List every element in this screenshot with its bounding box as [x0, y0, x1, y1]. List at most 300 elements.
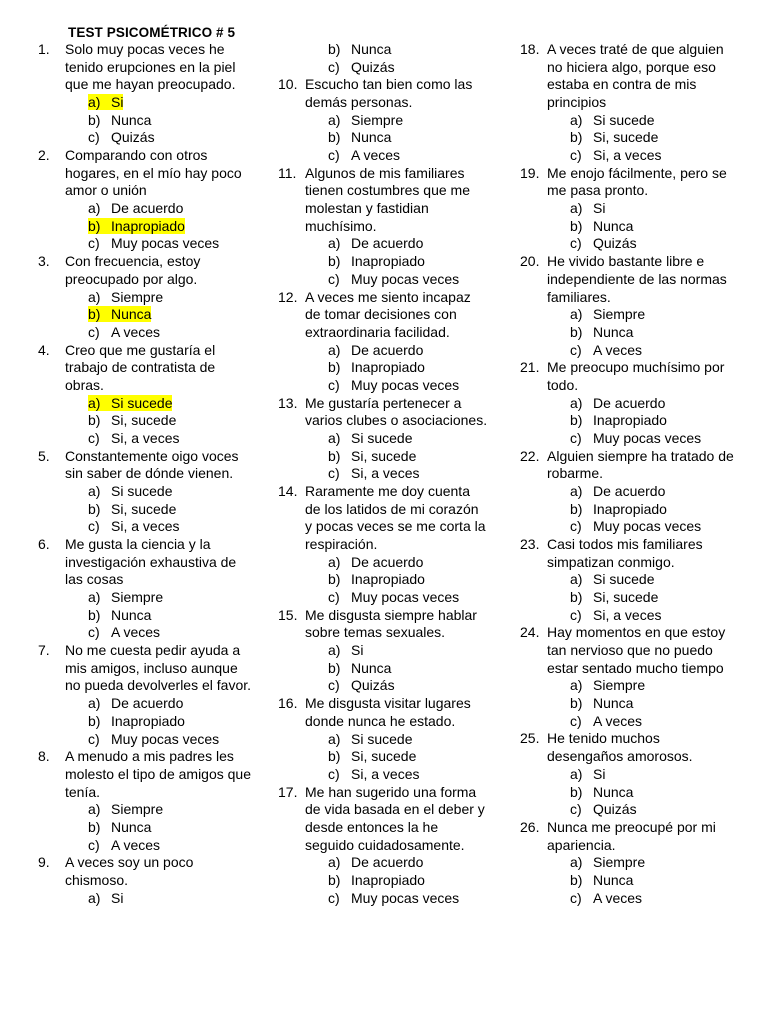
option-letter: a): [328, 553, 341, 570]
option-content: [570, 784, 633, 800]
option-content: [328, 731, 412, 747]
answer-option[interactable]: [570, 695, 740, 713]
option-letter: a): [570, 677, 583, 694]
option-content: [570, 801, 637, 817]
option-content: [88, 890, 123, 906]
option-text: Siempre: [111, 589, 164, 606]
answer-option[interactable]: [88, 837, 256, 855]
option-text: Quizás: [593, 801, 637, 818]
answer-option[interactable]: [328, 571, 488, 589]
option-text: Muy pocas veces: [351, 589, 460, 606]
option-text: Si sucede: [351, 730, 413, 747]
option-text: A veces: [111, 323, 161, 340]
answer-option[interactable]: [328, 342, 488, 360]
option-text: Nunca: [351, 129, 392, 146]
answer-option[interactable]: [88, 94, 256, 112]
option-text: Nunca: [593, 695, 634, 712]
question-number: 15.: [278, 606, 298, 623]
answer-option[interactable]: [88, 801, 256, 819]
option-text: De acuerdo: [111, 200, 184, 217]
option-text: Siempre: [593, 854, 646, 871]
option-text: Muy pocas veces: [351, 376, 460, 393]
option-letter: c): [570, 889, 582, 906]
option-text: Quizás: [351, 58, 395, 75]
option-content: [88, 430, 179, 446]
question-item: [520, 165, 740, 253]
option-letter: c): [88, 518, 100, 535]
question-text: Me disgusta visitar lugares donde nunca he estado.: [305, 695, 471, 729]
question-number: 9.: [38, 854, 50, 871]
option-content: [88, 324, 160, 340]
option-text: Nunca: [593, 783, 634, 800]
answer-option[interactable]: [570, 306, 740, 324]
option-text: Nunca: [351, 659, 392, 676]
question-number: 21.: [520, 359, 540, 376]
option-content: [88, 200, 183, 216]
option-letter: b): [88, 111, 101, 128]
option-text: Si, a veces: [351, 465, 420, 482]
question-text: Hay momentos en que estoy tan nervioso que no puedo estar sentado mucho tiempo: [547, 624, 726, 676]
question-text: A menudo a mis padres les molesto el tipo de amigos que tenía.: [65, 748, 251, 800]
option-letter: b): [328, 748, 341, 765]
option-letter: a): [88, 94, 101, 111]
option-letter: c): [570, 235, 582, 252]
answer-option[interactable]: [328, 59, 488, 77]
option-content: [570, 607, 661, 623]
question-item: [278, 289, 488, 395]
answer-option[interactable]: [88, 129, 256, 147]
question-text: Me gusta la ciencia y la investigación exhaustiva de las cosas: [65, 536, 237, 588]
option-content: [328, 872, 425, 888]
answer-option[interactable]: [88, 624, 256, 642]
answer-option[interactable]: [570, 518, 740, 536]
answer-option[interactable]: [570, 129, 740, 147]
answer-option[interactable]: [328, 465, 488, 483]
option-content: [570, 713, 642, 729]
answer-option[interactable]: [88, 819, 256, 837]
option-text: Nunca: [593, 323, 634, 340]
option-content: [88, 518, 179, 534]
answer-option[interactable]: [328, 430, 488, 448]
question-item: [38, 448, 256, 536]
option-content: [328, 342, 423, 358]
option-letter: c): [570, 341, 582, 358]
option-content: [570, 306, 645, 322]
option-text: Si, sucede: [593, 589, 659, 606]
answer-option[interactable]: [328, 554, 488, 572]
option-text: Inapropiado: [351, 359, 425, 376]
question-text: He tenido muchos desengaños amorosos.: [547, 730, 693, 765]
question-number: 1.: [38, 41, 50, 57]
question-number: 26.: [520, 818, 540, 835]
option-text: A veces: [351, 147, 401, 164]
question-number: 8.: [38, 748, 50, 765]
option-letter: a): [328, 642, 341, 659]
option-content: [88, 837, 160, 853]
option-letter: b): [88, 306, 101, 323]
answer-option[interactable]: [570, 218, 740, 236]
option-content: [328, 271, 459, 287]
option-letter: b): [328, 253, 341, 270]
question-item: [38, 854, 256, 907]
option-text: Inapropiado: [351, 871, 425, 888]
question-item: [278, 41, 488, 76]
answer-option[interactable]: [328, 41, 488, 59]
question-text: Constantemente oigo voces sin saber de dónde vienen.: [65, 447, 239, 482]
question-text: Alguien siempre ha tratado de robarme.: [547, 447, 734, 482]
answer-option[interactable]: [328, 766, 488, 784]
option-letter: b): [328, 129, 341, 146]
option-text: Inapropiado: [351, 571, 425, 588]
option-text: A veces: [593, 712, 643, 729]
question-number: 23.: [520, 536, 540, 553]
answer-option[interactable]: [570, 854, 740, 872]
page-title: TEST PSICOMÉTRICO # 5: [68, 25, 236, 40]
option-text: Nunca: [111, 111, 152, 128]
answer-option[interactable]: [328, 660, 488, 678]
option-content: [328, 129, 391, 145]
answer-option[interactable]: [88, 731, 256, 749]
option-content: [570, 766, 605, 782]
option-text: Inapropiado: [111, 217, 185, 234]
answer-option[interactable]: [570, 607, 740, 625]
question-number: 22.: [520, 447, 540, 464]
question-text: A veces traté de que alguien no hiciera algo, porque eso estaba en contra de mis principios: [547, 41, 724, 111]
answer-option[interactable]: [570, 571, 740, 589]
question-item: [520, 536, 740, 624]
option-text: A veces: [111, 624, 161, 641]
option-content: [328, 766, 419, 782]
question-number: 5.: [38, 447, 50, 464]
option-letter: b): [570, 500, 583, 517]
option-text: Nunca: [593, 871, 634, 888]
answer-option[interactable]: [328, 112, 488, 130]
question-number: 20.: [520, 253, 540, 270]
highlight-mark: [88, 306, 151, 322]
option-content: [570, 200, 605, 216]
option-letter: c): [570, 429, 582, 446]
option-content: [88, 607, 151, 623]
answer-option[interactable]: [88, 306, 256, 324]
question-item: [278, 165, 488, 289]
answer-option[interactable]: [88, 890, 256, 908]
answer-option[interactable]: [570, 412, 740, 430]
question-number: 18.: [520, 41, 540, 57]
answer-option[interactable]: [570, 112, 740, 130]
option-content: [570, 395, 665, 411]
answer-option[interactable]: [328, 731, 488, 749]
option-letter: a): [88, 288, 101, 305]
option-text: Si sucede: [593, 111, 655, 128]
option-text: Siempre: [593, 306, 646, 323]
option-letter: b): [328, 659, 341, 676]
option-content: [88, 801, 163, 817]
option-letter: c): [328, 765, 340, 782]
question-text: Solo muy pocas veces he tenido erupciones en la piel que me hayan preocupado.: [65, 41, 236, 93]
option-content: [88, 412, 176, 428]
answer-option[interactable]: [570, 713, 740, 731]
answer-option[interactable]: [570, 677, 740, 695]
option-letter: c): [328, 889, 340, 906]
answer-option[interactable]: [328, 642, 488, 660]
option-content: [88, 289, 163, 305]
question-item: [520, 253, 740, 359]
option-content: [570, 412, 667, 428]
answer-option[interactable]: [570, 342, 740, 360]
option-text: Si sucede: [593, 571, 655, 588]
option-content: [328, 890, 459, 906]
option-content: [88, 731, 219, 747]
option-content: [328, 359, 425, 375]
answer-option[interactable]: [328, 235, 488, 253]
option-letter: c): [570, 606, 582, 623]
question-text: Comparando con otros hogares, en el mío hay poco amor o unión: [65, 147, 242, 199]
answer-option[interactable]: [88, 218, 256, 236]
question-text: Me enojo fácilmente, pero se me pasa pronto.: [547, 164, 727, 199]
option-content: [570, 695, 633, 711]
option-letter: c): [328, 677, 340, 694]
option-letter: b): [570, 871, 583, 888]
option-letter: c): [570, 147, 582, 164]
question-item: [38, 253, 256, 341]
answer-option[interactable]: [570, 235, 740, 253]
question-number: 13.: [278, 394, 298, 411]
answer-option[interactable]: [88, 324, 256, 342]
option-text: De acuerdo: [351, 235, 424, 252]
option-letter: b): [328, 447, 341, 464]
option-text: Muy pocas veces: [351, 270, 460, 287]
question-item: [278, 784, 488, 908]
option-letter: b): [570, 323, 583, 340]
question-item: [278, 76, 488, 164]
answer-option[interactable]: [88, 395, 256, 413]
option-content: [88, 501, 176, 517]
option-text: Si, a veces: [351, 765, 420, 782]
option-content: [328, 748, 416, 764]
option-text: Nunca: [111, 306, 152, 323]
option-letter: b): [328, 41, 341, 57]
option-content: [328, 465, 419, 481]
option-text: De acuerdo: [351, 854, 424, 871]
option-text: Inapropiado: [351, 253, 425, 270]
option-content: [328, 854, 423, 870]
question-item: [278, 483, 488, 607]
option-letter: b): [570, 589, 583, 606]
answer-option[interactable]: [328, 129, 488, 147]
answer-option[interactable]: [328, 147, 488, 165]
answer-option[interactable]: [328, 271, 488, 289]
answer-option[interactable]: [88, 607, 256, 625]
option-letter: c): [328, 589, 340, 606]
question-text: Me han sugerido una forma de vida basada en el deber y desde entonces la he seguido cuidadosamente.: [305, 783, 485, 853]
option-content: [328, 571, 425, 587]
option-letter: a): [328, 730, 341, 747]
option-text: Muy pocas veces: [351, 889, 460, 906]
question-text: Creo que me gustaría el trabajo de contratista de obras.: [65, 341, 216, 393]
option-content: [328, 554, 423, 570]
option-letter: b): [328, 871, 341, 888]
option-letter: c): [570, 801, 582, 818]
question-text: Algunos de mis familiares tienen costumbres que me molestan y fastidian muchísimo.: [305, 164, 470, 234]
option-content: [570, 129, 658, 145]
answer-option[interactable]: [328, 253, 488, 271]
option-text: Nunca: [111, 818, 152, 835]
answer-option[interactable]: [570, 589, 740, 607]
question-number: 11.: [278, 164, 297, 181]
answer-option[interactable]: [328, 872, 488, 890]
question-text: Me gustaría pertenecer a varios clubes o asociaciones.: [305, 394, 488, 429]
question-text: A veces soy un poco chismoso.: [65, 854, 194, 888]
option-letter: a): [88, 889, 101, 906]
option-text: Quizás: [111, 129, 155, 146]
answer-option[interactable]: [570, 872, 740, 890]
answer-option[interactable]: [570, 890, 740, 908]
option-text: Quizás: [351, 677, 395, 694]
question-number: 7.: [38, 642, 50, 659]
option-letter: b): [328, 571, 341, 588]
option-content: [570, 571, 654, 587]
option-content: [570, 518, 701, 534]
answer-option[interactable]: [570, 430, 740, 448]
answer-option[interactable]: [570, 501, 740, 519]
option-text: Inapropiado: [111, 712, 185, 729]
option-text: Si, a veces: [593, 606, 662, 623]
option-text: Muy pocas veces: [593, 429, 702, 446]
question-number: 14.: [278, 482, 298, 499]
option-letter: a): [570, 483, 583, 499]
answer-option[interactable]: [88, 483, 256, 501]
answer-option[interactable]: [570, 200, 740, 218]
option-text: Quizás: [593, 235, 637, 252]
answer-option[interactable]: [328, 448, 488, 466]
answer-option[interactable]: [570, 395, 740, 413]
option-letter: a): [88, 695, 101, 712]
option-text: De acuerdo: [593, 394, 666, 411]
option-letter: a): [88, 589, 101, 606]
option-letter: a): [88, 394, 101, 411]
answer-option[interactable]: [88, 200, 256, 218]
option-content: [88, 112, 151, 128]
question-text: Me disgusta siempre hablar sobre temas sexuales.: [305, 606, 477, 641]
option-letter: b): [570, 129, 583, 146]
option-text: A veces: [593, 889, 643, 906]
option-text: De acuerdo: [593, 483, 666, 499]
question-number: 24.: [520, 624, 540, 641]
question-item: [520, 448, 740, 536]
column-1: [38, 41, 256, 907]
option-content: [570, 854, 645, 870]
option-content: [88, 624, 160, 640]
option-letter: a): [88, 200, 101, 217]
option-content: [570, 483, 665, 499]
option-letter: b): [570, 695, 583, 712]
option-letter: a): [328, 235, 341, 252]
answer-option[interactable]: [570, 483, 740, 501]
option-text: Si, a veces: [111, 518, 180, 535]
answer-option[interactable]: [88, 112, 256, 130]
answer-option[interactable]: [328, 589, 488, 607]
option-letter: c): [328, 147, 340, 164]
option-text: Si: [351, 642, 364, 659]
question-item: [38, 41, 256, 147]
question-item: [520, 819, 740, 907]
option-content: [328, 59, 395, 75]
answer-option[interactable]: [88, 713, 256, 731]
column-3: [520, 41, 740, 907]
option-text: Si: [593, 200, 606, 217]
option-content: [328, 677, 395, 693]
question-item: [38, 342, 256, 448]
answer-option[interactable]: [88, 501, 256, 519]
answer-option[interactable]: [88, 695, 256, 713]
answer-option[interactable]: [570, 147, 740, 165]
option-letter: b): [88, 412, 101, 429]
question-number: 12.: [278, 288, 298, 305]
option-letter: b): [88, 500, 101, 517]
answer-option[interactable]: [570, 324, 740, 342]
option-text: Si sucede: [351, 429, 413, 446]
option-text: Si, sucede: [351, 748, 417, 765]
option-letter: b): [570, 783, 583, 800]
answer-option[interactable]: [88, 518, 256, 536]
option-letter: a): [328, 341, 341, 358]
highlight-mark: [88, 94, 123, 110]
option-text: De acuerdo: [351, 553, 424, 570]
question-text: No me cuesta pedir ayuda a mis amigos, incluso aunque no pueda devolverles el favor.: [65, 642, 252, 694]
answer-option[interactable]: [88, 235, 256, 253]
answer-option[interactable]: [328, 890, 488, 908]
option-letter: a): [88, 801, 101, 818]
option-letter: b): [88, 818, 101, 835]
answer-option[interactable]: [328, 677, 488, 695]
question-item: [278, 395, 488, 483]
option-letter: c): [328, 58, 340, 75]
answer-option[interactable]: [88, 289, 256, 307]
answer-option[interactable]: [328, 854, 488, 872]
question-text: Me preocupo muchísimo por todo.: [547, 359, 725, 393]
option-letter: c): [88, 429, 100, 446]
answer-option[interactable]: [570, 784, 740, 802]
question-item: [278, 695, 488, 783]
question-item: [520, 624, 740, 730]
option-content: [570, 235, 637, 251]
option-content: [570, 147, 661, 163]
option-content: [570, 872, 633, 888]
question-item: [38, 748, 256, 854]
option-content: [88, 235, 219, 251]
option-content: [88, 483, 172, 499]
option-text: Si: [111, 889, 124, 906]
answer-option[interactable]: [88, 430, 256, 448]
option-letter: c): [328, 270, 340, 287]
highlight-mark: [88, 218, 185, 234]
option-letter: a): [570, 571, 583, 588]
question-text: He vivido bastante libre e independiente de las normas familiares.: [547, 253, 727, 305]
answer-option[interactable]: [328, 359, 488, 377]
answer-option[interactable]: [570, 766, 740, 784]
answer-option[interactable]: [570, 801, 740, 819]
answer-option[interactable]: [328, 377, 488, 395]
option-letter: a): [570, 111, 583, 128]
option-letter: c): [328, 376, 340, 393]
answer-option[interactable]: [328, 748, 488, 766]
answer-option[interactable]: [88, 589, 256, 607]
option-letter: c): [88, 836, 100, 853]
answer-option[interactable]: [88, 412, 256, 430]
option-text: Inapropiado: [593, 500, 667, 517]
option-content: [328, 448, 416, 464]
option-letter: a): [328, 854, 341, 871]
